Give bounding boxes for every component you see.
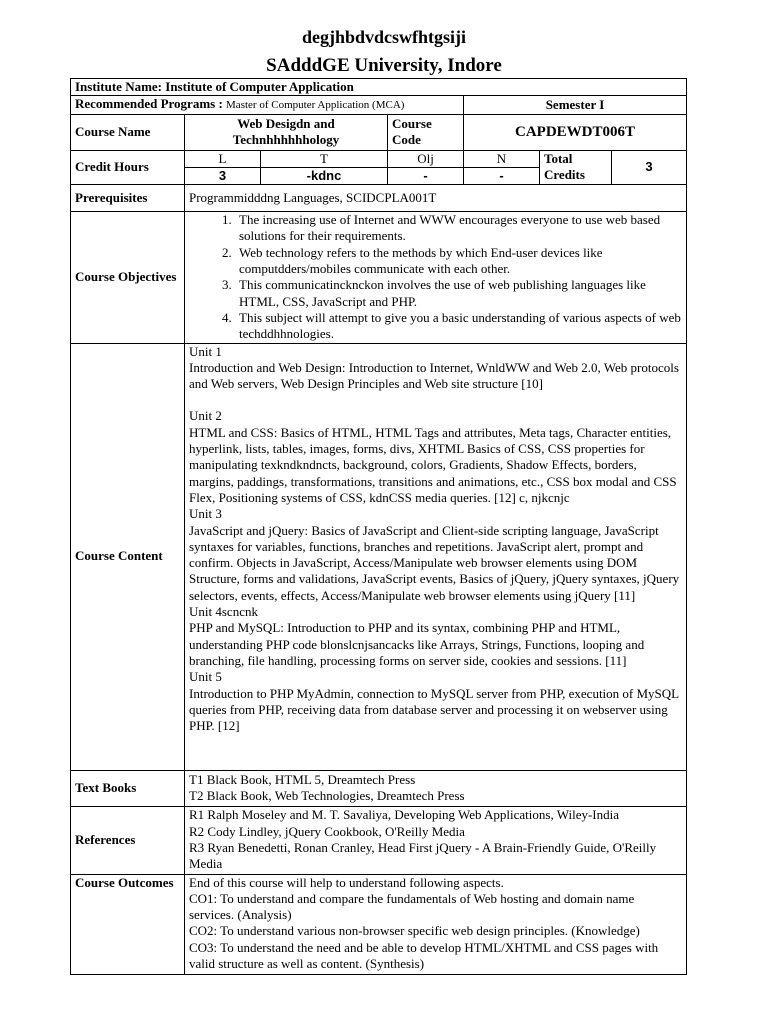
course-name-value: Web Desigdn and Technhhhhhhology (185, 114, 388, 150)
objective-item: 3. This communicatincknckon involves the use of web publishing languages like HTML, CSS, JavaScript and PHP. (235, 277, 682, 310)
unit-2-body: HTML and CSS: Basics of HTML, HTML Tags and attributes, Meta tags, Character entities, hyperlink, lists, tables, images, forms, divs, XHTML Basics of CSS, CSS properties for manipulating texkndkndncts, background, colors, Gradients, Shadow Effects, borders, margins, paddings, transformations, transitions and animations, etc., CSS box modal and CSS Flex, Positioning systems of CSS, kdnCSS media queries. [12] c, njkcnjc (189, 424, 677, 505)
textbooks-cell (185, 770, 687, 806)
outcome-item: CO1: To understand and compare the fundamentals of Web hosting and domain name services. (Analysis) (189, 890, 635, 923)
credit-value-olj: - (388, 167, 464, 184)
unit-5-title: Unit 5 (189, 669, 222, 685)
total-credits-label: Total Credits (540, 150, 612, 185)
unit-4-body: PHP and MySQL: Introduction to PHP and its syntax, combining PHP and HTML, understanding PHP code blonslcnjsancacks like Arrays, Strings, Functions, looping and branching, file handling, processing forms on server side, cookies and sessions. [11] (189, 620, 645, 668)
prerequisites-label: Prerequisites (71, 185, 185, 212)
objective-item: 4. This subject will attempt to give you a basic understanding of various aspects of web techddhhnologies. (235, 310, 682, 343)
unit-spacer (189, 392, 682, 408)
unit-2-title: Unit 2 (189, 408, 222, 424)
prerequisites-value: Programmidddng Languages, SCIDCPLA001T (185, 185, 687, 212)
institute-label: Institute Name: (75, 79, 163, 94)
outcomes-cell (185, 874, 687, 974)
objectives-label: Course Objectives (71, 212, 185, 343)
programs-label: Recommended Programs : (75, 96, 223, 112)
course-content-label: Course Content (71, 343, 185, 770)
course-name-label: Course Name (71, 114, 185, 150)
credit-value-l: 3 (185, 167, 261, 184)
unit-4-title: Unit 4scncnk (189, 604, 258, 620)
reference-item: R3 Ryan Benedetti, Ronan Cranley, Head First jQuery - A Brain-Friendly Guide, O'Reilly Media (189, 840, 657, 872)
course-code-label: Course Code (388, 114, 464, 150)
credit-value-n: - (464, 167, 540, 184)
semester-cell: Semester I (464, 96, 687, 114)
university-name: SAdddGE University, Indore (266, 55, 502, 76)
unit-1-title: Unit 1 (189, 343, 222, 359)
institute-value: Institute of Computer Application (165, 79, 354, 94)
outcome-item: CO3: To understand the need and be able to develop HTML/XHTML and CSS pages with valid structure as well as content. (Synthesis) (189, 939, 659, 972)
outcome-item: CO2: To understand various non-browser specific web design principles. (Knowledge) (189, 923, 640, 939)
objectives-cell (185, 212, 687, 343)
references-label: References (71, 806, 185, 874)
objective-item: 1. The increasing use of Internet and WWW encourages everyone to use web based solutions for their requirements. (235, 212, 682, 245)
credit-header-olj: Olj (388, 150, 464, 167)
objective-item: 2. Web technology refers to the methods by which End-user devices like computdders/mobiles communicate with each other. (235, 245, 682, 278)
credit-header-t: T (261, 150, 388, 167)
credit-value-t: -kdnc (261, 167, 388, 184)
unit-1-body: Introduction and Web Design: Introduction to Internet, WnldWW and Web 2.0, Web protocols and Web servers, Web Design Principles and Web site structure [10] (189, 359, 679, 392)
textbook-item: T1 Black Book, HTML 5, Dreamtech Press (189, 771, 416, 787)
course-code-value: CAPDEWDT006T (464, 114, 687, 150)
credit-header-n: N (464, 150, 540, 167)
programs-cell (71, 96, 464, 114)
reference-item: R2 Cody Lindley, jQuery Cookbook, O'Reilly Media (189, 823, 465, 839)
textbooks-label: Text Books (71, 770, 185, 806)
document-title: degjhbdvdcswfhtgsiji (301, 27, 467, 47)
textbook-item: T2 Black Book, Web Technologies, Dreamtech Press (189, 788, 465, 804)
syllabus-table (70, 78, 687, 975)
reference-item: R1 Ralph Moseley and M. T. Savaliya, Developing Web Applications, Wiley-India (189, 807, 620, 823)
credit-header-l: L (185, 150, 261, 167)
course-content-cell (185, 343, 687, 770)
unit-3-body: JavaScript and jQuery: Basics of JavaScript and Client-side scripting language, JavaScript syntaxes for variables, functions, branches and repetitions. JavaScript alert, prompt and confirm. Objects in JavaScript, Access/Manipulate web browser elements using DOM Structure, forms and validations, JavaScript events, Basics of jQuery, jQuery syntaxes, jQuery selectors, events, effects, Access/Manipulate web browser elements using jQuery [11] (189, 522, 680, 603)
total-credits-value: 3 (612, 150, 687, 185)
unit-3-title: Unit 3 (189, 506, 222, 522)
outcome-intro: End of this course will help to understand following aspects. (189, 874, 504, 890)
references-cell (185, 806, 687, 874)
objectives-list (189, 212, 682, 342)
outcomes-label: Course Outcomes (71, 874, 185, 974)
institute-row (71, 79, 687, 96)
programs-value: Master of Computer Application (MCA) (226, 99, 405, 112)
unit-5-body: Introduction to PHP MyAdmin, connection to MySQL server from PHP, execution of MySQL queries from PHP, receiving data from database server and processing it on webserver using PHP. [12] (189, 685, 679, 734)
credit-hours-label: Credit Hours (71, 150, 185, 185)
